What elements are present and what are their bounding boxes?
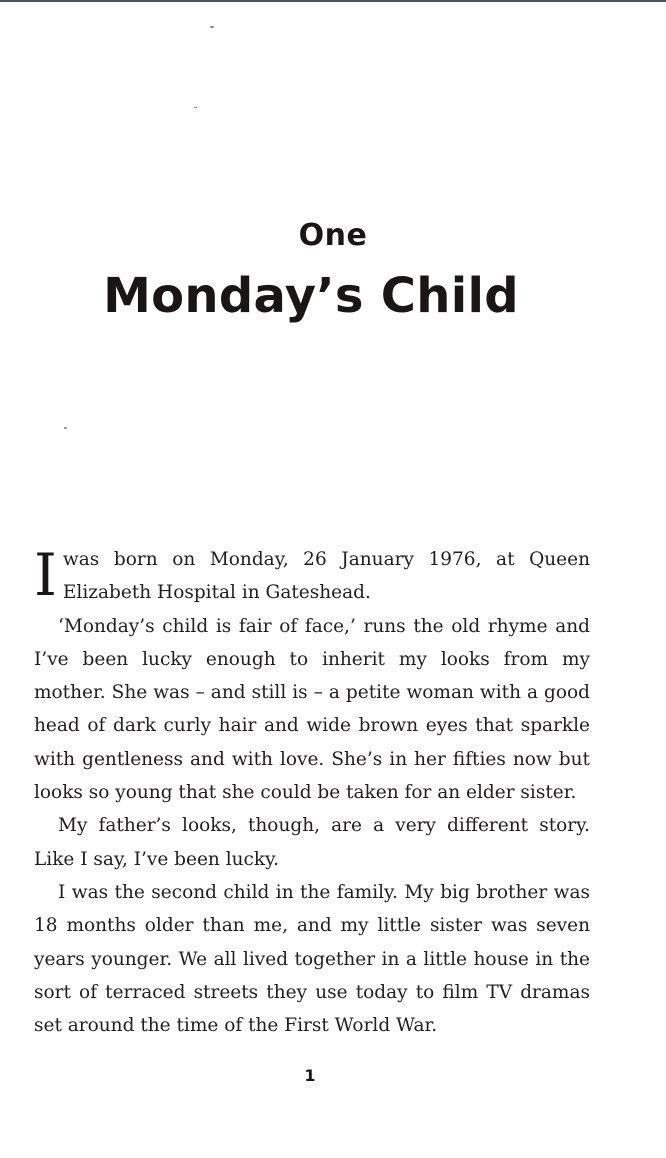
paragraph: I was the second child in the family. My big brother was 18 months older than me, and my little sister was seven years younger. We all lived together in a little house in the sort of terraced streets they use today to film TV dramas set around the time of the First World War.	[34, 881, 590, 1037]
chapter-number: One	[298, 218, 368, 253]
page-number: 1	[304, 1066, 316, 1085]
paper-speck	[210, 26, 214, 28]
drop-cap: I	[34, 541, 57, 609]
paragraph: My father’s looks, though, are a very different story. Like I say, I’ve been lucky.	[34, 815, 590, 870]
paragraph	[34, 543, 590, 610]
paragraph-text: was born on Monday, 26 January 1976, at Queen Elizabeth Hospital in Gateshead.	[62, 549, 590, 604]
paper-speck	[194, 107, 197, 108]
paper-speck	[64, 427, 67, 429]
chapter-title: Monday’s Child	[103, 268, 519, 324]
chapter-body	[34, 543, 590, 1042]
page-top-edge	[0, 0, 666, 2]
paragraph: ‘Monday’s child is fair of face,’ runs the old rhyme and I’ve been lucky enough to inherit my looks from my mother. She was – and still is – a petite woman with a good head of dark curly hair and wide brown eyes that sparkle with gentleness and with love. She’s in her fifties now but looks so young that she could be taken for an elder sister.	[34, 615, 590, 804]
